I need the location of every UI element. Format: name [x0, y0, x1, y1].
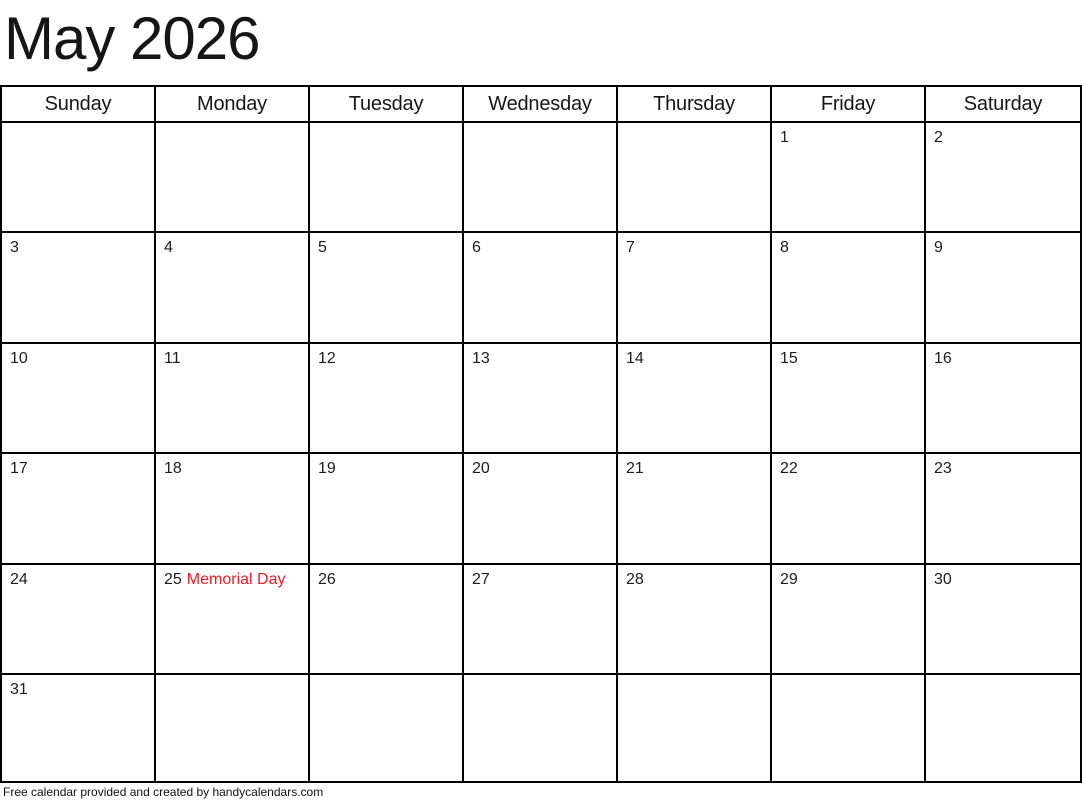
day-number: 9: [934, 239, 943, 257]
day-number: 19: [318, 460, 336, 478]
day-number: 17: [10, 460, 28, 478]
day-cell: [926, 123, 1080, 233]
day-number: 7: [626, 239, 635, 257]
calendar-grid: [0, 85, 1082, 783]
day-number: 28: [626, 570, 644, 588]
day-number: 15: [780, 349, 798, 367]
day-number: 2: [934, 129, 943, 146]
day-number: 16: [934, 349, 952, 367]
day-cell: [464, 123, 618, 233]
day-cell: [772, 565, 926, 675]
day-cell: [464, 565, 618, 675]
day-number: 14: [626, 349, 644, 367]
day-cell-memorial-day: [156, 565, 310, 675]
footer-credit: Free calendar provided and created by handycalendars.com: [3, 785, 324, 799]
day-number: 29: [780, 570, 798, 588]
day-cell: [772, 123, 926, 233]
day-cell: [926, 233, 1080, 343]
day-number: 3: [10, 239, 19, 257]
day-cell: [464, 344, 618, 454]
day-cell: [2, 675, 156, 781]
weekday-header-sunday: Sunday: [2, 87, 156, 123]
day-number: 27: [472, 570, 490, 588]
page-title: May 2026: [4, 5, 260, 72]
day-cell: [310, 123, 464, 233]
day-number: 1: [780, 129, 789, 146]
day-cell: [2, 344, 156, 454]
day-number: 25: [164, 570, 182, 588]
day-cell: [2, 123, 156, 233]
day-cell: [310, 344, 464, 454]
day-number: 11: [164, 349, 181, 367]
day-number: 10: [10, 349, 28, 367]
day-number: 23: [934, 460, 952, 478]
day-cell: [618, 344, 772, 454]
day-number: 24: [10, 570, 28, 588]
day-cell: [2, 454, 156, 564]
day-cell: [926, 565, 1080, 675]
day-cell: [772, 233, 926, 343]
day-number: 13: [472, 349, 490, 367]
day-cell: [618, 454, 772, 564]
day-cell: [2, 233, 156, 343]
weekday-header-tuesday: Tuesday: [310, 87, 464, 123]
weekday-header-saturday: Saturday: [926, 87, 1080, 123]
day-cell: [156, 344, 310, 454]
holiday-label: Memorial Day: [186, 570, 286, 588]
day-number: 31: [10, 680, 28, 698]
day-cell: [926, 675, 1080, 781]
weekday-header-wednesday: Wednesday: [464, 87, 618, 123]
day-cell: [618, 675, 772, 781]
day-cell: [2, 565, 156, 675]
day-cell: [310, 454, 464, 564]
day-cell: [926, 344, 1080, 454]
day-number: 6: [472, 239, 481, 257]
weekday-header-monday: Monday: [156, 87, 310, 123]
day-cell: [310, 675, 464, 781]
day-number: 18: [164, 460, 182, 478]
day-number: 5: [318, 239, 327, 257]
day-cell: [464, 675, 618, 781]
day-cell: [772, 454, 926, 564]
day-cell: [156, 454, 310, 564]
day-cell: [156, 123, 310, 233]
day-cell: [464, 454, 618, 564]
day-cell: [618, 565, 772, 675]
day-number: 12: [318, 349, 336, 367]
day-cell: [926, 454, 1080, 564]
day-cell: [156, 675, 310, 781]
weekday-header-friday: Friday: [772, 87, 926, 123]
day-cell: [618, 123, 772, 233]
day-cell: [618, 233, 772, 343]
day-number: 4: [164, 239, 173, 257]
day-cell: [464, 233, 618, 343]
day-number: 20: [472, 460, 490, 478]
day-number: 26: [318, 570, 336, 588]
day-number: 21: [626, 460, 644, 478]
day-cell: [310, 565, 464, 675]
day-cell: [156, 233, 310, 343]
day-cell: [772, 344, 926, 454]
day-cell: [772, 675, 926, 781]
weekday-header-thursday: Thursday: [618, 87, 772, 123]
day-number: 22: [780, 460, 798, 478]
day-number: 30: [934, 570, 952, 588]
day-number: 8: [780, 239, 789, 257]
day-cell: [310, 233, 464, 343]
